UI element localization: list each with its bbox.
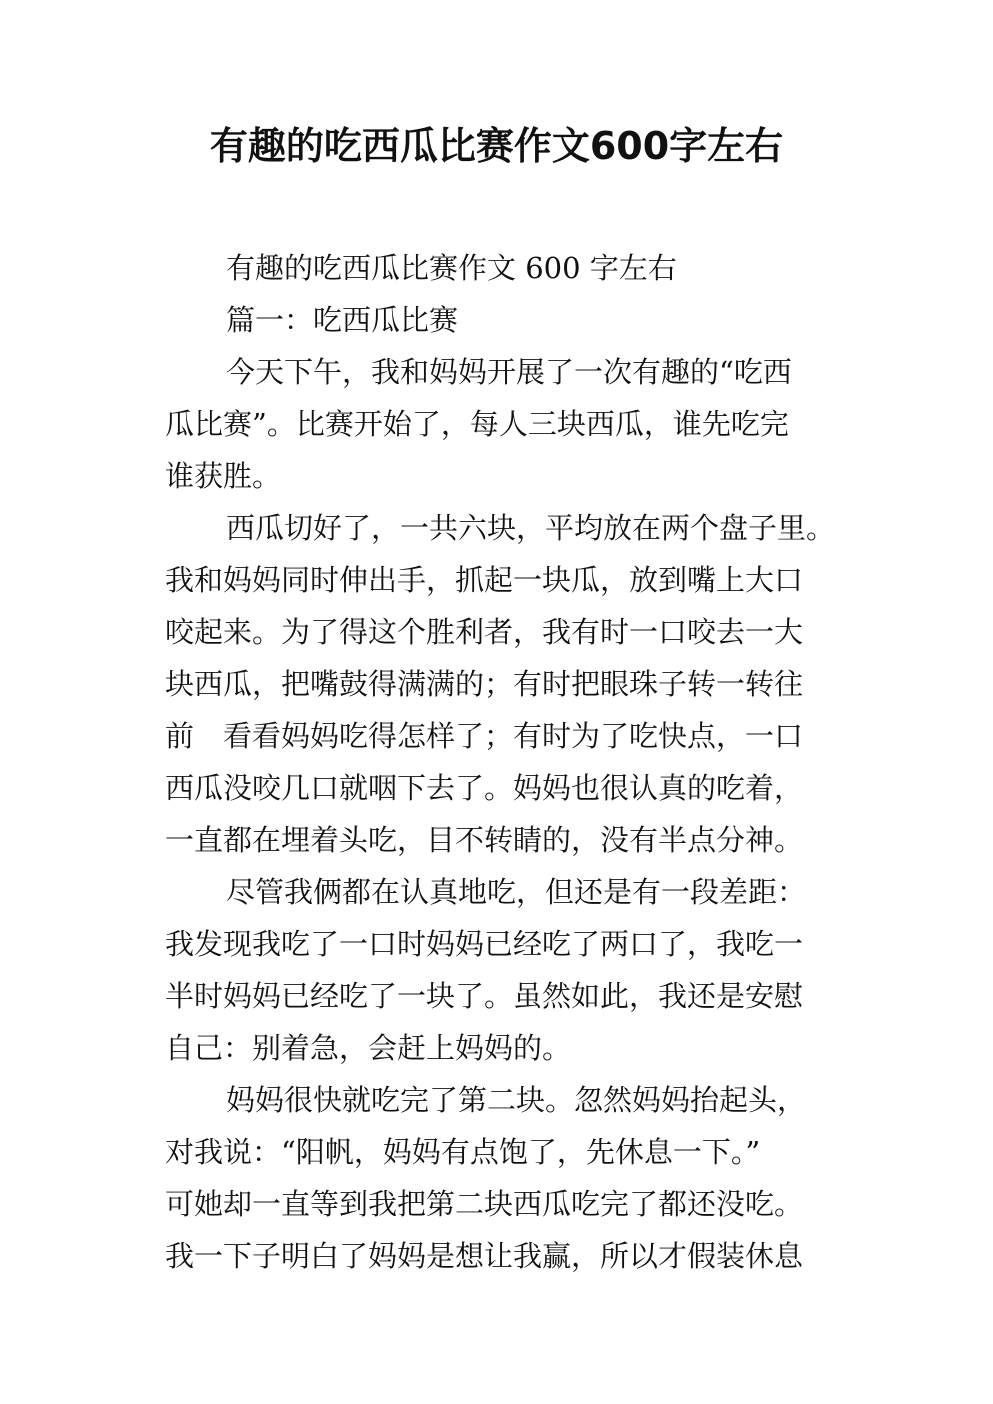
text-line: 我一下子明白了妈妈是想让我赢，所以才假装休息	[165, 1239, 804, 1273]
paragraph-first-line: 西瓜切好了，一共六块，平均放在两个盘子里。	[226, 511, 836, 545]
text-line: 可她却一直等到我把第二块西瓜吃完了都还没吃。	[165, 1187, 804, 1221]
text-line: 我和妈妈同时伸出手，抓起一块瓜，放到嘴上大口	[165, 563, 804, 597]
text-line: 半时妈妈已经吃了一块了。虽然如此，我还是安慰	[165, 979, 804, 1013]
text-line: 谁获胜。	[165, 459, 282, 493]
document-title: 有趣的吃西瓜比赛作文600字左右	[209, 124, 784, 168]
paragraph-first-line: 尽管我俩都在认真地吃，但还是有一段差距：	[226, 875, 807, 909]
text-line: 有趣的吃西瓜比赛作文 600 字左右	[226, 251, 677, 285]
text-line: 一直都在埋着头吃，目不转睛的，没有半点分神。	[165, 823, 804, 857]
text-line: 瓜比赛”。比赛开始了，每人三块西瓜，谁先吃完	[165, 407, 789, 441]
paragraph-first-line: 妈妈很快就吃完了第二块。忽然妈妈抬起头，	[226, 1083, 807, 1117]
text-line: 我发现我吃了一口时妈妈已经吃了两口了，我吃一	[165, 927, 804, 961]
text-line: 块西瓜，把嘴鼓得满满的；有时把眼珠子转一转往	[165, 667, 804, 701]
text-line: 西瓜没咬几口就咽下去了。妈妈也很认真的吃着，	[165, 771, 804, 805]
text-line: 前 看看妈妈吃得怎样了；有时为了吃快点，一口	[165, 719, 804, 753]
paragraph-first-line: 今天下午，我和妈妈开展了一次有趣的“吃西	[226, 355, 792, 389]
text-line: 自己：别着急，会赶上妈妈的。	[165, 1031, 572, 1065]
text-line: 咬起来。为了得这个胜利者，我有时一口咬去一大	[165, 615, 804, 649]
text-line: 篇一：吃西瓜比赛	[226, 303, 459, 337]
text-line: 对我说：“阳帆，妈妈有点饱了，先休息一下。”	[165, 1135, 761, 1169]
